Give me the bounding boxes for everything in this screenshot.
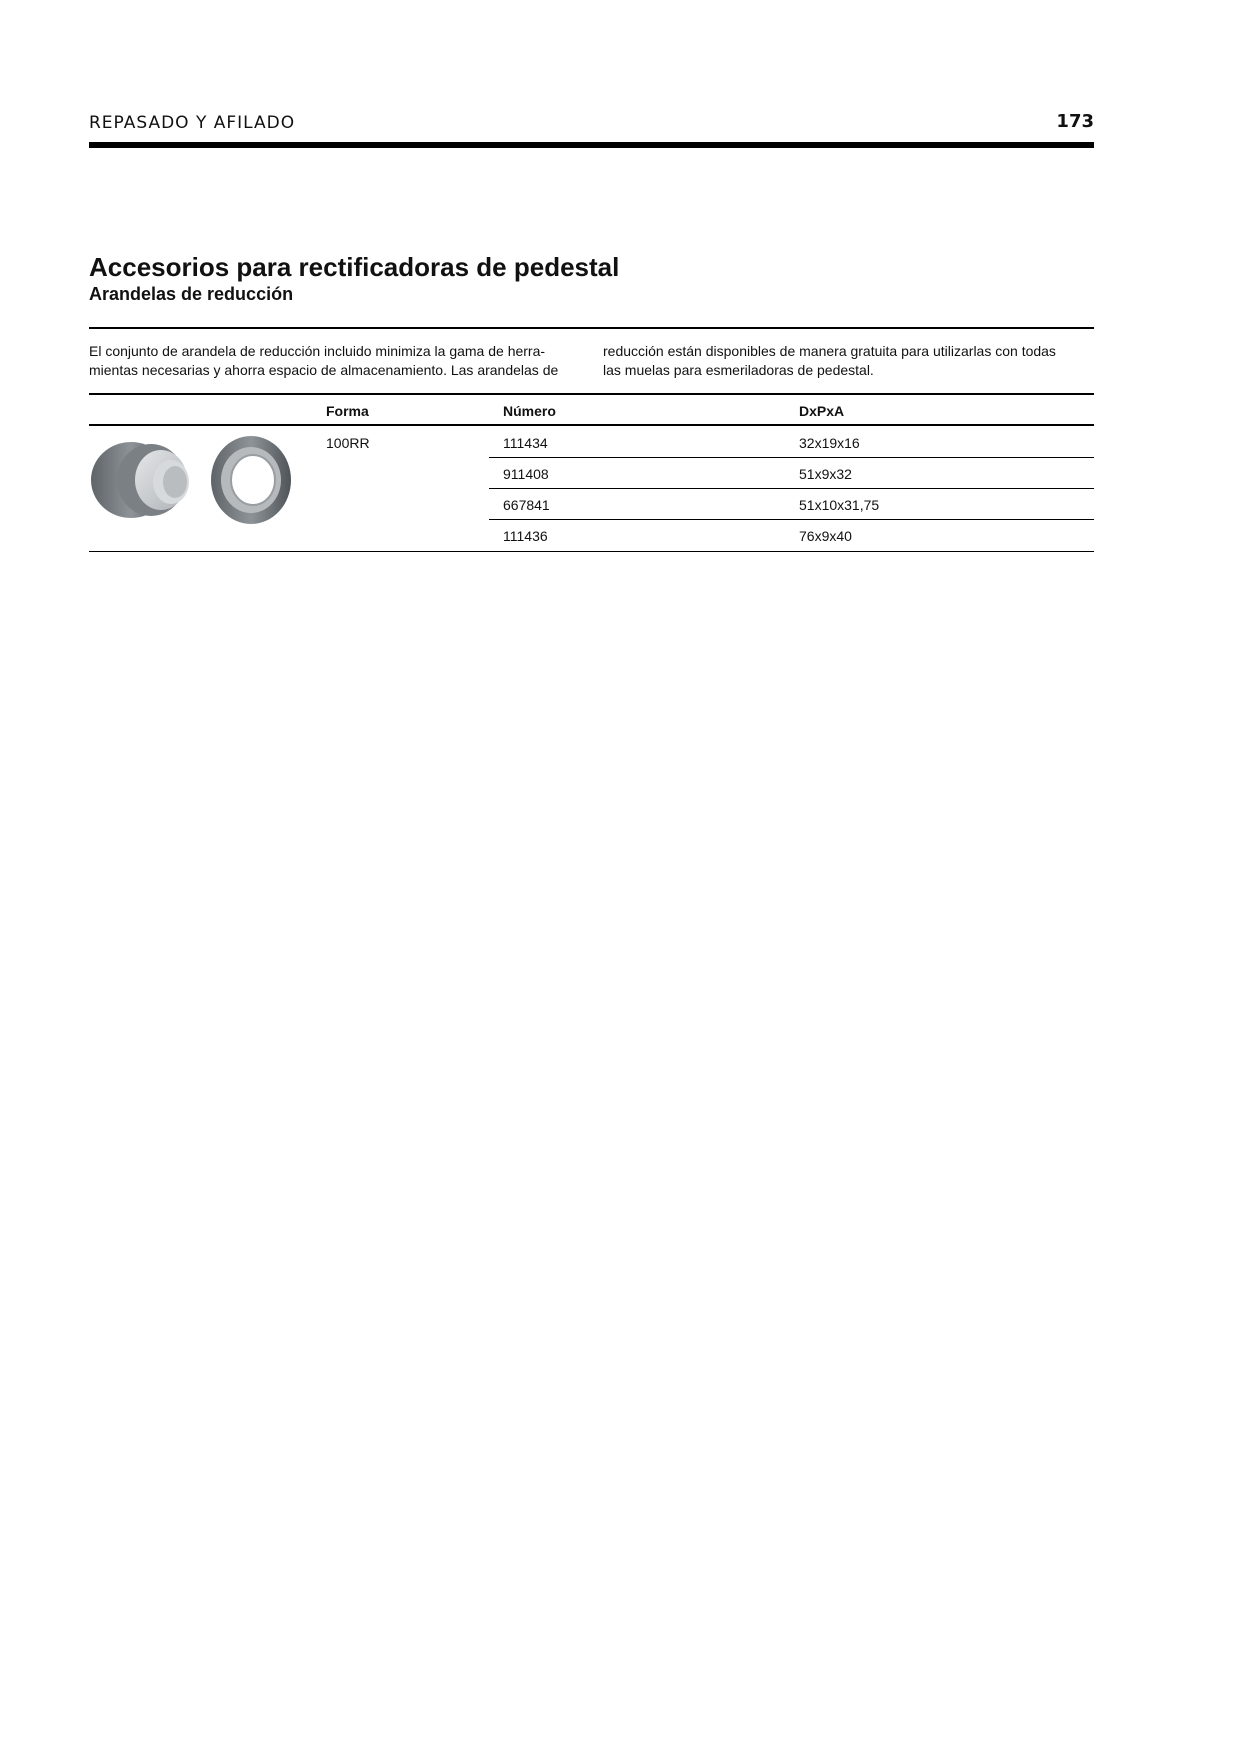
row-numero: 667841 — [503, 497, 550, 513]
table-bottom-rule — [89, 551, 1094, 552]
page-title: Accesorios para rectificadoras de pedestal — [89, 252, 620, 282]
row-numero: 111436 — [503, 528, 548, 544]
table-top-rule — [89, 393, 1094, 395]
row-dims: 76x9x40 — [799, 528, 852, 544]
description-line: mientas necesarias y ahorra espacio de almacenamiento. Las arandelas de — [89, 362, 559, 378]
column-header-forma: Forma — [326, 403, 369, 419]
row-divider — [489, 457, 1094, 458]
description-column-1 — [89, 342, 579, 380]
header-rule — [89, 142, 1094, 148]
row-divider — [489, 519, 1094, 520]
row-dims: 51x9x32 — [799, 466, 852, 482]
page-subtitle: Arandelas de reducción — [89, 284, 294, 304]
table-header-rule — [89, 424, 1094, 426]
row-dims: 51x10x31,75 — [799, 497, 880, 513]
description-top-rule — [89, 327, 1094, 329]
row-divider — [489, 488, 1094, 489]
row-numero: 111434 — [503, 435, 548, 451]
description-line: reducción están disponibles de manera gratuita para utilizarlas con todas — [603, 343, 1056, 359]
column-header-dims: DxPxA — [799, 403, 845, 419]
row-dims: 32x19x16 — [799, 435, 860, 451]
description-line: El conjunto de arandela de reducción incluido minimiza la gama de herra- — [89, 343, 546, 359]
page-number: 173 — [1056, 111, 1094, 132]
section-header: REPASADO Y AFILADO — [89, 113, 296, 133]
row-numero: 911408 — [503, 466, 549, 482]
description-column-2 — [603, 342, 1093, 380]
column-header-numero: Número — [503, 403, 556, 419]
reduction-washers-image — [89, 430, 299, 530]
description-line: las muelas para esmeriladoras de pedestal. — [603, 362, 874, 378]
forma-value: 100RR — [326, 435, 370, 451]
